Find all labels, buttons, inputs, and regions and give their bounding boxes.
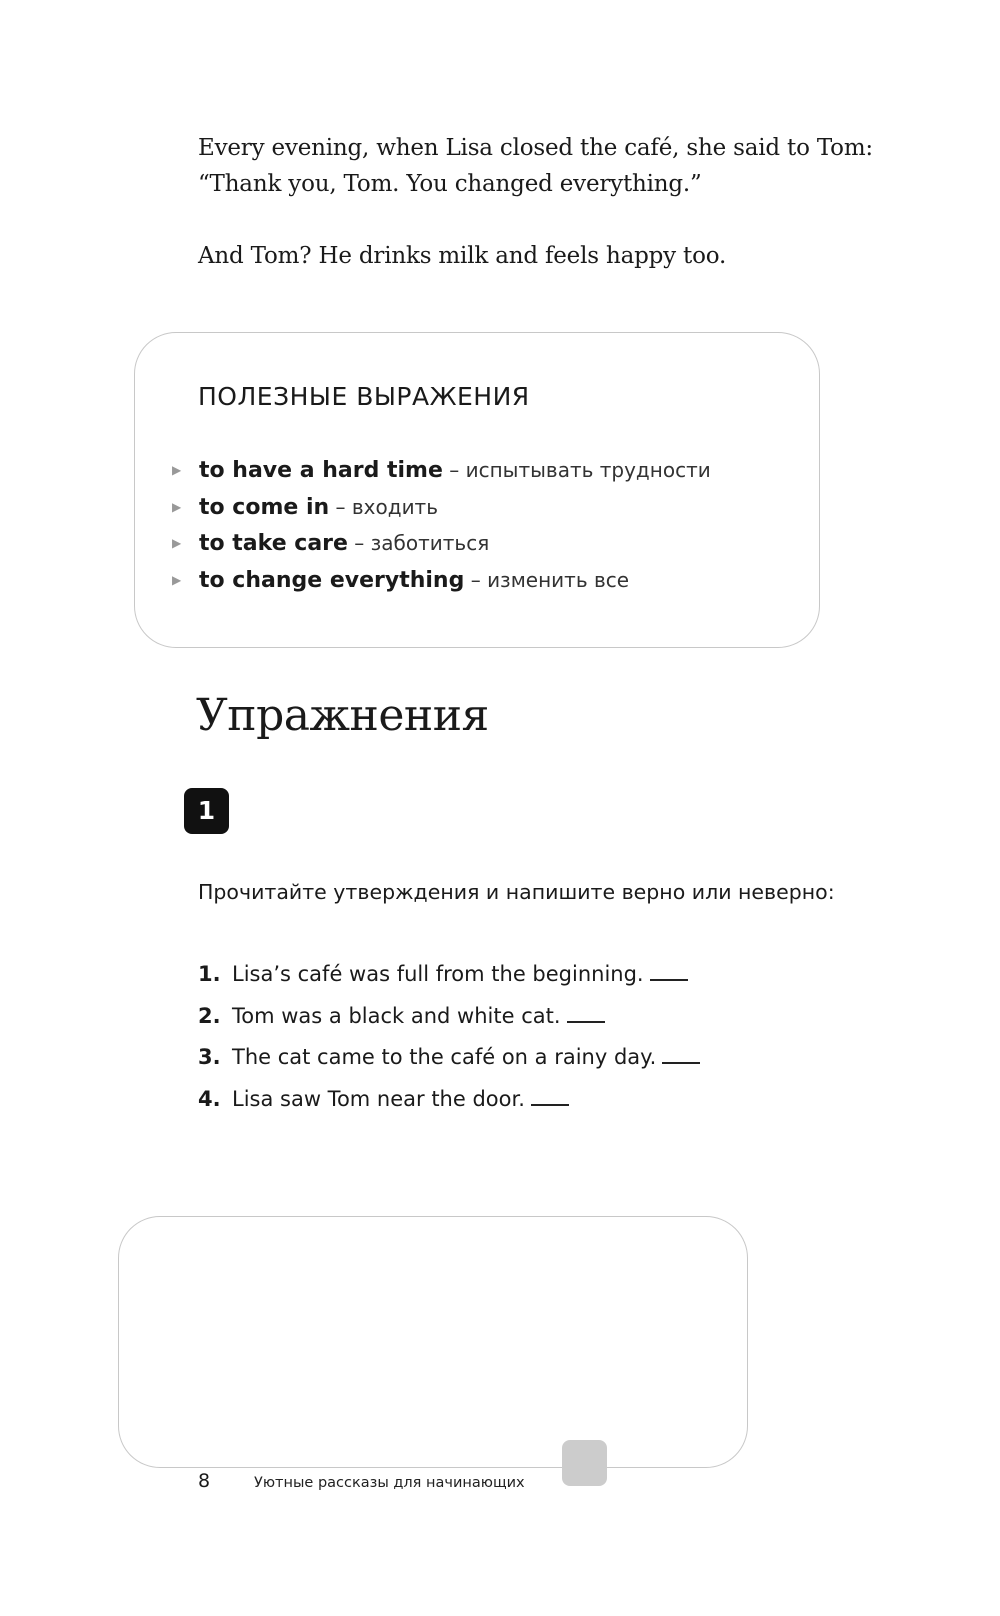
phrase-russian: испытывать трудности [465,458,711,482]
phrase-dash: – [347,531,371,555]
statement-number: 2. [198,1003,221,1028]
phrase-item [172,495,711,532]
statement-number: 1. [198,962,221,986]
exercise-statement [198,1004,700,1046]
story-paragraph: And Tom? He drinks milk and feels happy too. [198,243,727,269]
statement-text: Lisa saw Tom near the door. [232,1086,525,1111]
exercise-statement [198,962,700,1004]
page-number: 8 [198,1470,211,1492]
phrase-english: to change everything [199,567,465,593]
empty-answer-box [118,1216,748,1468]
phrase-dash: – [464,567,488,592]
answer-blank[interactable] [650,978,688,981]
phrase-english: to have a hard time [199,458,443,483]
phrase-item [172,531,711,568]
statement-number: 3. [198,1045,221,1069]
story-paragraph: Every evening, when Lisa closed the café, she said to Tom: “Thank you, Tom. You changed everything.” [198,135,873,197]
phrase-item [172,568,711,605]
useful-phrases-title: ПОЛЕЗНЫЕ ВЫРАЖЕНИЯ [198,382,530,411]
phrase-item [172,458,711,495]
phrase-dash: – [329,494,352,519]
phrase-dash: – [442,458,466,482]
phrase-russian: заботиться [370,531,490,555]
phrase-english: to come in [199,494,330,520]
useful-phrases-list [172,458,711,604]
answer-blank[interactable] [531,1103,569,1106]
phrase-russian: изменить все [487,567,630,592]
answer-blank[interactable] [662,1061,700,1064]
triangle-right-icon: ▶ [172,536,182,550]
exercises-heading: Упражнения [196,690,489,741]
exercise-statement [198,1045,700,1087]
exercise-statements-list [198,962,700,1128]
triangle-right-icon: ▶ [172,499,182,514]
grey-tab-marker [562,1440,607,1486]
triangle-right-icon: ▶ [172,572,182,587]
exercise-instruction: Прочитайте утверждения и напишите верно или неверно: [198,880,835,904]
triangle-right-icon: ▶ [172,463,182,477]
exercise-number-badge: 1 [184,788,229,834]
running-footer-title: Уютные рассказы для начинающих [254,1475,525,1491]
statement-text: The cat came to the café on a rainy day. [232,1045,657,1069]
statement-text: Lisa’s café was full from the beginning. [232,962,644,986]
statement-number: 4. [198,1086,221,1111]
statement-text: Tom was a black and white cat. [232,1003,561,1028]
phrase-english: to take care [199,531,348,556]
phrase-russian: входить [351,494,438,519]
answer-blank[interactable] [567,1020,605,1023]
exercise-statement [198,1087,700,1129]
